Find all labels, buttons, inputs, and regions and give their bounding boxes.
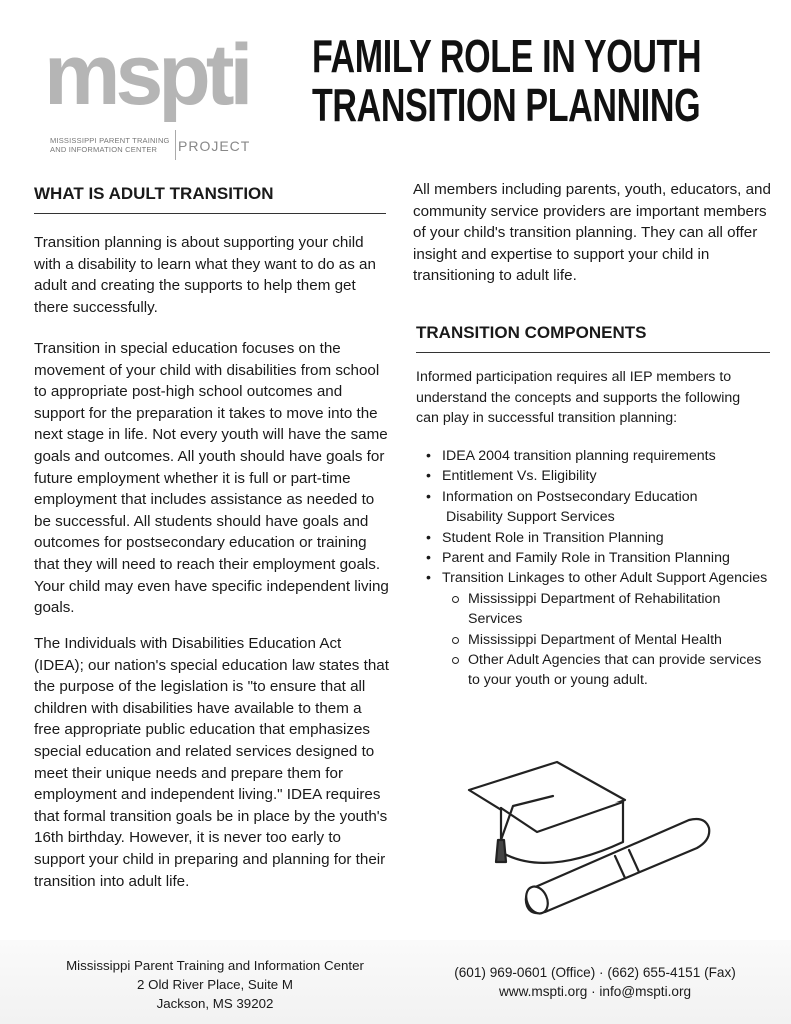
list-item-text: Transition Linkages to other Adult Support Agencies (442, 570, 768, 587)
footer-org-name: Mississippi Parent Training and Information Center (66, 958, 364, 973)
heading-what-is-adult-transition: WHAT IS ADULT TRANSITION (34, 184, 386, 214)
sub-list-item: Mississippi Department of Rehabilitation Services (442, 589, 776, 630)
list-item (426, 568, 776, 690)
left-paragraph-2: Transition in special education focuses on the movement of your child with disabilities from school to appropriate post-high school outcomes and support for the preparation it takes to move into the next stage in life. Not every youth will have the same goals and outcomes. All youth should have goals for future employment whether it is full or part-time employment that includes assistance as needed to be successful. All students should have goals and outcomes for postsecondary education or training that they will need to reach their employment goals. Your child may even have specific independent living goals. (34, 340, 389, 617)
footer-address-line-1: 2 Old River Place, Suite M (137, 977, 293, 992)
footer-contact-block (430, 963, 760, 1001)
agencies-sublist (442, 589, 776, 691)
right-paragraph-1: All members including parents, youth, educators, and community service providers are important members of your child's transition planning. They can all offer insight and expertise to support your child in transitioning to adult life. (413, 181, 771, 285)
left-paragraph-1: Transition planning is about supporting your child with a disability to learn what they want to do as an adult and creating the supports to help them get there successfully. (34, 234, 376, 316)
components-intro: Informed participation requires all IEP members to understand the concepts and supports the following can play in successful transition planning: (416, 369, 741, 426)
footer-address-block (52, 956, 378, 1013)
cap-base (501, 802, 623, 863)
components-list (426, 446, 776, 691)
footer-web-email[interactable]: www.mspti.org · info@mspti.org (498, 984, 692, 999)
list-item-continuation: Disability Support Services (446, 509, 615, 526)
footer-address-line-2: Jackson, MS 39202 (156, 996, 274, 1011)
list-item: • IDEA 2004 transition planning requirements (426, 446, 776, 466)
logo-wordmark: mspti (44, 27, 249, 123)
left-paragraph-3: The Individuals with Disabilities Education Act (IDEA); our nation's special education law states that the purpose of the legislation is "to ensure that all children with disabilities have available to them a free appropriate public education that emphasizes special education and related services designed to meet their unique needs and prepare them for employment and independent living." IDEA requires that formal transition goals be in place by the youth's 16th birthday. However, it is never too early to support your child in preparing and planning for their transition into adult life. (34, 635, 389, 890)
list-item: • Student Role in Transition Planning (426, 528, 776, 548)
logo-project-label: PROJECT (178, 138, 251, 154)
list-item: • Entitlement Vs. Eligibility (426, 466, 776, 486)
cap-tassel (496, 840, 506, 862)
graduation-cap-and-diploma-icon (465, 760, 725, 920)
sub-list-item: Other Adult Agencies that can provide services to your youth or young adult. (442, 650, 776, 691)
mspti-logo (44, 27, 264, 154)
sub-list-item: Mississippi Department of Mental Health (442, 630, 776, 650)
logo-subtitle: MISSISSIPPI PARENT TRAINING AND INFORMATION CENTER (50, 136, 170, 154)
list-item (426, 487, 776, 528)
title-line-1: FAMILY ROLE IN YOUTH (312, 30, 702, 82)
list-item: • Parent and Family Role in Transition Planning (426, 548, 776, 568)
page-title (312, 30, 702, 131)
list-item-text: Information on Postsecondary Education (442, 488, 698, 505)
logo-divider (175, 130, 176, 160)
heading-transition-components: TRANSITION COMPONENTS (416, 323, 770, 353)
footer-phones: (601) 969-0601 (Office) · (662) 655-4151 (Fax) (454, 965, 736, 980)
title-line-2: TRANSITION PLANNING (312, 79, 701, 131)
